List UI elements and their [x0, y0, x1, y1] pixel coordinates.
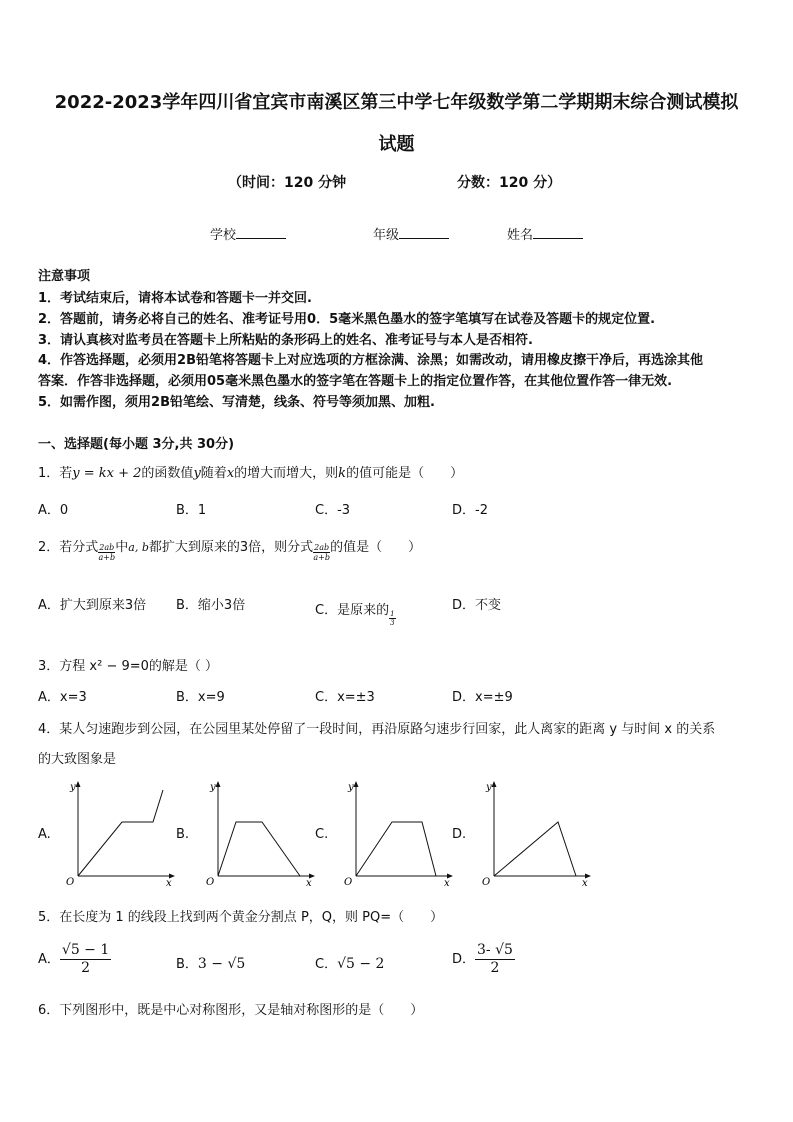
note-item: 1．考试结束后，请将本试卷和答题卡一并交回. [38, 291, 312, 306]
q1-var-x: x [226, 466, 235, 481]
y-arrow [492, 781, 497, 787]
grade-blank [399, 226, 449, 239]
q2-option-c-num: 1 [390, 610, 395, 618]
graph-d [476, 778, 596, 890]
q2-vars: a, b [128, 541, 149, 554]
q1-option-b: B．1 [176, 503, 207, 518]
graph-b [200, 778, 320, 890]
q1-option-c: C．-3 [315, 503, 351, 518]
q3-option-d: D．x=±9 [452, 690, 513, 705]
origin-label: O [482, 877, 491, 888]
q5-option-a-label: A． [38, 952, 60, 967]
q2-text: 都扩大到原来的3倍，则分式 [148, 540, 314, 555]
q5-option-d-den: 2 [490, 960, 500, 976]
q2-frac-den: a+b [313, 553, 330, 562]
q2-fraction [313, 543, 330, 562]
note-item: 5．如需作图，须用2B铅笔绘、写清楚，线条、符号等须加黑、加粗. [38, 395, 435, 410]
question-4-line1: 4．某人匀速跑步到公园，在公园里某处停留了一段时间，再沿原路匀速步行回家，此人离家的距离 y 与时间 x 的关系 [38, 722, 716, 737]
q5-option-c-label: C． [315, 957, 338, 972]
graph-line [356, 822, 436, 876]
x-label: x [306, 878, 312, 889]
graph-line [218, 822, 300, 876]
q5-option-a [38, 942, 111, 977]
question-3: 3．方程 x² − 9=0的解是（ ） [38, 659, 219, 674]
notes-heading: 注意事项 [38, 269, 91, 284]
q4-option-d: D. [452, 827, 467, 842]
question-2 [38, 533, 421, 562]
x-label: x [444, 878, 450, 889]
q1-text: 的增大而增大，则 [234, 466, 339, 481]
q2-option-c-fraction [389, 610, 395, 627]
q5-option-d-num: 3- √5 [477, 942, 513, 958]
q1-text: 随着 [200, 466, 227, 481]
q2-option-c-den: 3 [390, 619, 395, 627]
q5-option-c [315, 953, 384, 972]
name-blank [533, 226, 583, 239]
q2-option-d: D．不变 [452, 598, 502, 613]
x-label: x [582, 878, 588, 889]
q5-option-b-value: 3 − √5 [197, 956, 246, 972]
q4-option-c: C. [315, 827, 329, 842]
q2-option-a: A．扩大到原来3倍 [38, 598, 147, 613]
q2-frac-num: 2ab [314, 543, 330, 552]
q1-option-d: D．-2 [452, 503, 488, 518]
section-heading: 一、选择题(每小题 3分,共 30分) [38, 437, 235, 452]
note-item: 答案．作答非选择题，必须用05毫米黑色墨水的签字笔在答题卡上的指定位置作答，在其他位置作答一律无效. [38, 374, 673, 389]
q5-option-d-fraction [475, 942, 515, 977]
exam-time: （时间：120 分钟 [228, 175, 347, 191]
q5-option-d-label: D． [452, 952, 476, 967]
q2-fraction [98, 543, 115, 562]
grade-field [373, 224, 449, 243]
q2-text: 的值是（ ） [330, 540, 422, 555]
q4-option-a: A. [38, 827, 51, 842]
page-title-continued: 试题 [378, 134, 415, 155]
question-6: 6．下列图形中，既是中心对称图形，又是轴对称图形的是（ ） [38, 1003, 424, 1018]
graph-line [494, 822, 576, 876]
q2-option-b: B．缩小3倍 [176, 598, 246, 613]
graph-line [78, 790, 163, 876]
origin-label: O [66, 877, 75, 888]
q2-frac-den: a+b [98, 553, 116, 562]
q2-option-c-label: C．是原来的 [315, 603, 390, 618]
q5-option-b-label: B． [176, 957, 198, 972]
name-field [507, 224, 583, 243]
name-label: 姓名 [507, 228, 534, 243]
note-item: 4．作答选择题，必须用2B铅笔将答题卡上对应选项的方框涂满、涂黑；如需改动，请用橡皮擦干净后，再选涂其他 [38, 353, 704, 368]
school-field [210, 224, 286, 243]
y-arrow [76, 781, 81, 787]
q5-option-c-value: √5 − 2 [337, 956, 385, 972]
q1-formula: y = kx + 2 [72, 466, 142, 481]
q3-option-b: B．x=9 [176, 690, 225, 705]
note-item: 3．请认真核对监考员在答题卡上所粘贴的条形码上的姓名、准考证号与本人是否相符. [38, 333, 533, 348]
q2-text: 中 [115, 540, 129, 555]
y-label: y [70, 782, 76, 793]
y-arrow [354, 781, 359, 787]
q1-text: 的函数值 [141, 466, 194, 481]
q1-text: 的值可能是（ ） [346, 466, 464, 481]
grade-label: 年级 [373, 228, 400, 243]
question-1 [38, 462, 463, 481]
graph-a [60, 778, 180, 890]
q3-option-a: A．x=3 [38, 690, 87, 705]
q2-frac-num: 2ab [99, 543, 115, 552]
question-4-line2: 的大致图象是 [38, 752, 117, 767]
graph-c [338, 778, 458, 890]
y-label: y [348, 782, 354, 793]
note-item: 2．答题前，请务必将自己的姓名、准考证号用0．5毫米黑色墨水的签字笔填写在试卷及答题卡的规定位置. [38, 312, 656, 327]
q2-prefix: 2．若分式 [38, 540, 99, 555]
y-arrow [216, 781, 221, 787]
question-5: 5．在长度为 1 的线段上找到两个黄金分割点 P，Q，则 PQ=（ ） [38, 910, 444, 925]
q4-option-b: B. [176, 827, 190, 842]
q5-option-b [176, 953, 245, 972]
q1-prefix: 1．若 [38, 466, 73, 481]
q1-var-k: k [338, 466, 347, 481]
q5-option-a-fraction [60, 942, 111, 977]
origin-label: O [206, 877, 215, 888]
q3-option-c: C．x=±3 [315, 690, 375, 705]
q1-option-a: A．0 [38, 503, 69, 518]
exam-score: 分数：120 分） [457, 175, 562, 191]
origin-label: O [344, 877, 353, 888]
q2-option-c [315, 594, 396, 627]
page-title: 2022-2023学年四川省宜宾市南溪区第三中学七年级数学第二学期期末综合测试模拟 [54, 92, 739, 113]
y-label: y [210, 782, 216, 793]
y-label: y [486, 782, 492, 793]
school-blank [236, 226, 286, 239]
school-label: 学校 [210, 228, 237, 243]
q5-option-a-num: √5 − 1 [61, 942, 110, 958]
q1-var-y: y [193, 466, 201, 481]
q5-option-a-den: 2 [81, 960, 91, 976]
q5-option-d [452, 942, 515, 977]
x-label: x [166, 878, 172, 889]
